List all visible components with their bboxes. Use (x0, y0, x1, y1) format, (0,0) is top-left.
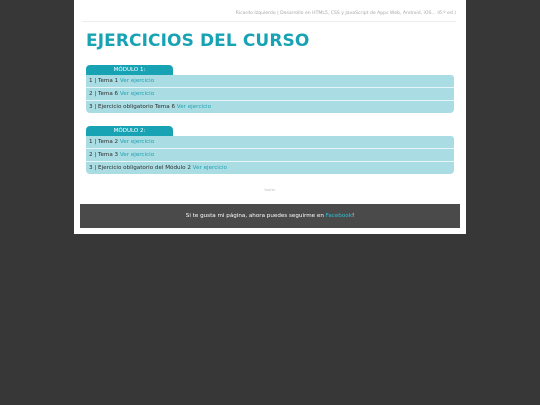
view-exercise-link[interactable]: Ver ejercicio (176, 104, 212, 110)
footer-small-text: footer (264, 187, 276, 192)
module-1-section (86, 65, 454, 113)
header-divider (82, 21, 456, 22)
exercise-label: 1 | Tema 2 (89, 139, 120, 145)
view-exercise-link[interactable]: Ver ejercicio (119, 91, 155, 97)
view-exercise-link[interactable]: Ver ejercicio (119, 139, 155, 145)
facebook-link[interactable]: Facebook (325, 213, 352, 219)
view-exercise-link[interactable]: Ver ejercicio (119, 152, 155, 158)
page-container (74, 0, 466, 234)
list-item (86, 136, 454, 149)
exercise-label: 1 | Tema 1 (89, 78, 120, 84)
module-2-tab: MÓDULO 2: (86, 126, 173, 136)
exercise-label: 2 | Tema 3 (89, 152, 120, 158)
module-2-list (86, 136, 454, 174)
view-exercise-link[interactable]: Ver ejercicio (192, 165, 227, 171)
module-1-list (86, 75, 454, 113)
exercise-label: 2 | Tema 6 (89, 91, 120, 97)
exercise-label: 3 | Ejercicio obligatorio Tema 6 (89, 104, 177, 110)
module-1-tab: MÓDULO 1: (86, 65, 173, 75)
list-item (86, 149, 454, 162)
list-item (86, 75, 454, 88)
page-title: EJERCICIOS DEL CURSO (86, 31, 310, 51)
banner-suffix: ! (351, 213, 355, 219)
list-item (86, 101, 454, 113)
list-item (86, 162, 454, 174)
module-2-section (86, 126, 454, 174)
exercise-label: 3 | Ejercicio obligatorio del Módulo 2 (89, 165, 193, 171)
follow-banner (80, 204, 460, 228)
banner-text: Si te gusta mi página, ahora puedes seguirme en (185, 213, 326, 219)
list-item (86, 88, 454, 101)
author-line: Ricardo Izquierdo | Desarrollo en HTML5, CSS y JavaScript de Apps Web, Android, iOS... (6.º ed.) (235, 11, 456, 16)
view-exercise-link[interactable]: Ver ejercicio (119, 78, 155, 84)
